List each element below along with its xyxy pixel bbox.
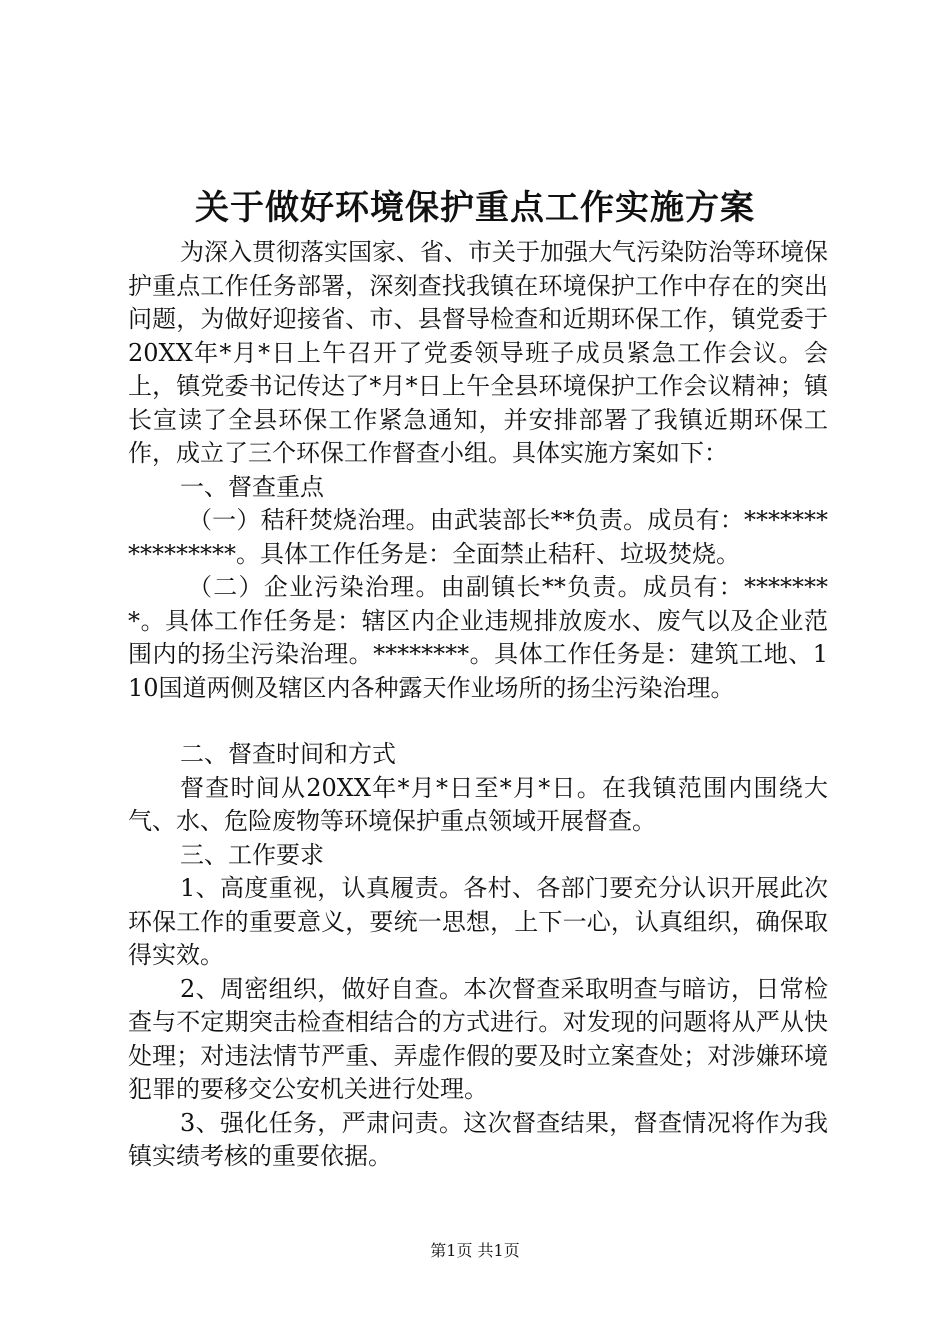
document-body: [128, 236, 828, 1174]
paragraph-spacer: [128, 705, 828, 738]
requirement-paragraph-1: 1、高度重视，认真履责。各村、各部门要充分认识开展此次环保工作的重要意义，要统一思想，上下一心，认真组织，确保取得实效。: [128, 874, 828, 969]
section-heading-2: 二、督查时间和方式: [180, 740, 396, 768]
section-heading-3: 三、工作要求: [180, 840, 324, 869]
requirement-paragraph-3: 3、强化任务，严肃问责。这次督查结果，督查情况将作为我镇实绩考核的重要依据。: [128, 1108, 828, 1170]
subsection-paragraph-1: （一）秸秆焚烧治理。由武装部长**负责。成员有：****************。具体工作任务是：全面禁止秸秆、垃圾焚烧。: [128, 506, 828, 568]
subsection-paragraph-2: （二）企业污染治理。由副镇长**负责。成员有：********。具体工作任务是：辖区内企业违规排放废水、废气以及企业范围内的扬尘污染治理。********。具体工作任务是：建筑工地、110国道两侧及辖区内各种露天作业场所的扬尘污染治理。: [128, 573, 828, 702]
schedule-paragraph: 督查时间从20XX年*月*日至*月*日。在我镇范围内围绕大气、水、危险废物等环境保护重点领域开展督查。: [128, 773, 828, 835]
intro-paragraph: 为深入贯彻落实国家、省、市关于加强大气污染防治等环境保护重点工作任务部署，深刻查找我镇在环境保护工作中存在的突出问题，为做好迎接省、市、县督导检查和近期环保工作，镇党委于20XX年*月*日上午召开了党委领导班子成员紧急工作会议。会上，镇党委书记传达了*月*日上午全县环境保护工作会议精神；镇长宣读了全县环保工作紧急通知，并安排部署了我镇近期环保工作，成立了三个环保工作督查小组。具体实施方案如下：: [128, 238, 828, 467]
section-heading-1: 一、督查重点: [180, 472, 324, 501]
page-footer: 第1页 共1页: [430, 1241, 520, 1260]
requirement-paragraph-2: 2、周密组织，做好自查。本次督查采取明查与暗访，日常检查与不定期突击检查相结合的方式进行。对发现的问题将从严从快处理；对违法情节严重、弄虚作假的要及时立案查处；对涉嫌环境犯罪的要移交公安机关进行处理。: [128, 974, 828, 1103]
document-title: 关于做好环境保护重点工作实施方案: [195, 188, 755, 228]
